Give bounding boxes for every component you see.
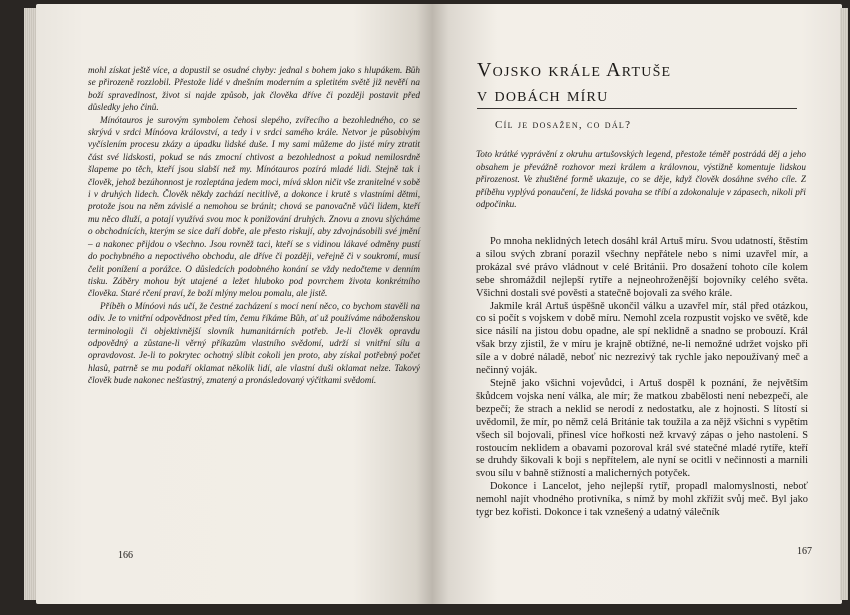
right-paragraph-4: Dokonce i Lancelot, jeho nejlepší rytíř, propadl malomyslnosti, neboť nemohl najít vhodného protivníka, s nímž by mohl zkřížit svůj meč. Byl jako tygr bez kořisti. Dokonce i tak vznešený a udatný válečník	[476, 481, 808, 519]
chapter-title-rule	[477, 108, 797, 109]
right-paragraph-2: Jakmile král Artuš úspěšně ukončil válku a uzavřel mír, stál před otázkou, co si počít s vojskem v době míru. Nemohl zcela rozpustit vojsko ve světě, kde sice násilí na jistou dobu opadne, ale spí neklidně a snadno se probouzí. Král však brzy zjistil, že v míru je krajně obtížné, ne-li nemožné udržet vojsko při síle a v dobré náladě, neboť nic nezrezivý tak rychle jako nepoužívaný meč a nečinný voják.	[476, 300, 808, 377]
right-paragraph-3: Stejně jako všichni vojevůdci, i Artuš dospěl k poznání, že největším škůdcem vojska není válka, ale mír; že matkou zbabělosti není nebezpečí, ale bezpečí; že strach a neklid se nerodí z nedostatku, ale z hojnosti. S lítostí si uvědomil, že mír, po němž celá Británie tak toužila a za nějž všichni s vypětím všech sil bojovali, přinesl více hořkosti než krvavý zápas o jeho nastolení. S rostoucím neklidem a obavami pozoroval král své statečné mladé rytíře, kteří se druhdy šikovali k boji s nepřítelem, ale nyní se ocitli v nečinnosti a marnili svou sílu v bahně stížností a malicherných potyček.	[476, 377, 808, 480]
right-page-number: 167	[797, 546, 812, 557]
left-paragraph-2: Mínótauros je surovým symbolem čehosi slepého, zvířecího a bezohledného, co se skrývá v srdci Mínóova království, a tedy i v srdci samého krále. Netvor je působivým vyčíslením procesu zkázy a úpadku lidské duše. I my sami můžeme do jisté míry ztratit část své lidskosti, pokud se nás zmocní chtivost a bezohlednost a pokud nemilosrdně šlapeme po těch, kteří jsou slabší než my. Mínótauros pozírá mladé lidi. Stejně tak i člověk, jehož bezúhonnost je rozleptána jedem moci, mívá sklon ničit vše zranitelné v sobě i v druhých lidech. Člověk někdy zachází necitlivě, a dokonce i krutě s vlastními dětmi, protože jsou na něm závislé a nemohou se bránit; chová se panovačně vůči lidem, kteří mu něco dluží, a potají využívá svou moc k ponižování druhých. Znovu a znovu slýcháme o obchodnících, kterým se sice daří dobře, ale přesto riskují, aby zdvojnásobili své jmění – a nakonec přijdou o všechno. Jsou rovněž taci, kteří se s vidinou lákavé odměny pustí do pochybného a nepoctivého obchodu, ale dříve či později, veřejně či v soukromí, musí čelit ponížení a porážce. O důsledcích podobného konání se vždy nedočteme v denním tisku. Záběry mohou být utajené a ležet hluboko pod povrchem života konkrétního člověka. Staré rčení praví, že boží mlýny melou pomalu, ale jistě.	[88, 114, 420, 299]
chapter-title-line-2: v dobách míru	[477, 84, 609, 106]
right-paragraph-1: Po mnoha neklidných letech dosáhl král Artuš míru. Svou udatností, štěstím a silou svých zbraní porazil všechny nepřátele nebo s nimi uzavřel mír, a prokázal své právo vládnout v celé Británii. Pro dosažení tohoto cíle kolem sebe shromáždil nejlepší rytíře a nejneohroženější bojovníky celého světa. Všichni dostali své pověsti a statečně bojovali za svého krále.	[476, 236, 808, 299]
chapter-title	[477, 58, 807, 108]
left-page-number: 166	[118, 550, 133, 561]
right-page-text	[476, 236, 808, 520]
left-page	[36, 4, 432, 604]
left-page-text	[88, 64, 420, 387]
right-page	[432, 4, 842, 604]
chapter-subtitle: Cíl je dosažen, co dál?	[495, 119, 632, 131]
left-paragraph-3: Příběh o Mínóovi nás učí, že čestné zacházení s mocí není něco, co bychom stavěli na odiv. Je to vnitřní odpovědnost před tím, čemu říkáme Bůh, ať už používáme náboženskou terminologii či objektivnější slovník humanitárních potřeb. Je-li člověk opravdu odpovědný a zůstane-li věrný příkazům vlastního svědomí, udrží si vnitřní sílu a opravdovost. Je-li to pokrytec ochotný slíbit cokoli jen proto, aby získal potřebný počet hlasů, patrně se mu podaří oklamat několik lidí, ale vlastní duši oklamat nelze. Takový člověk bude nakonec nešťastný, zmatený a pronásledovaný výčitkami svědomí.	[88, 300, 420, 386]
chapter-intro: Toto krátké vyprávění z okruhu artušovských legend, přestože téměř postrádá děj a jeho obsahem je převážně rozhovor mezi králem a královnou, výstižně komentuje lidskou přirozenost. Ve zhuštěné formě ukazuje, co se děje, když člověk dosáhne svého cíle. Z příběhu vyplývá ponaučení, že lidská povaha se tříbí a zdokonaluje v zápasech, nikoli při odpočinku.	[476, 149, 806, 210]
left-paragraph-1: mohl získat ještě více, a dopustil se osudné chyby: jednal s bohem jako s hlupákem. Bůh se přirozeně rozzlobil. Přestože lidé v dnešním moderním a spletitém světě již nevěří na boží spravedlnost, život si najde způsob, jak člověka dříve či později postavit před důsledky jeho činů.	[88, 65, 420, 113]
chapter-title-line-1: Vojsko krále Artuše	[477, 59, 672, 81]
page-edges-right	[840, 8, 848, 600]
